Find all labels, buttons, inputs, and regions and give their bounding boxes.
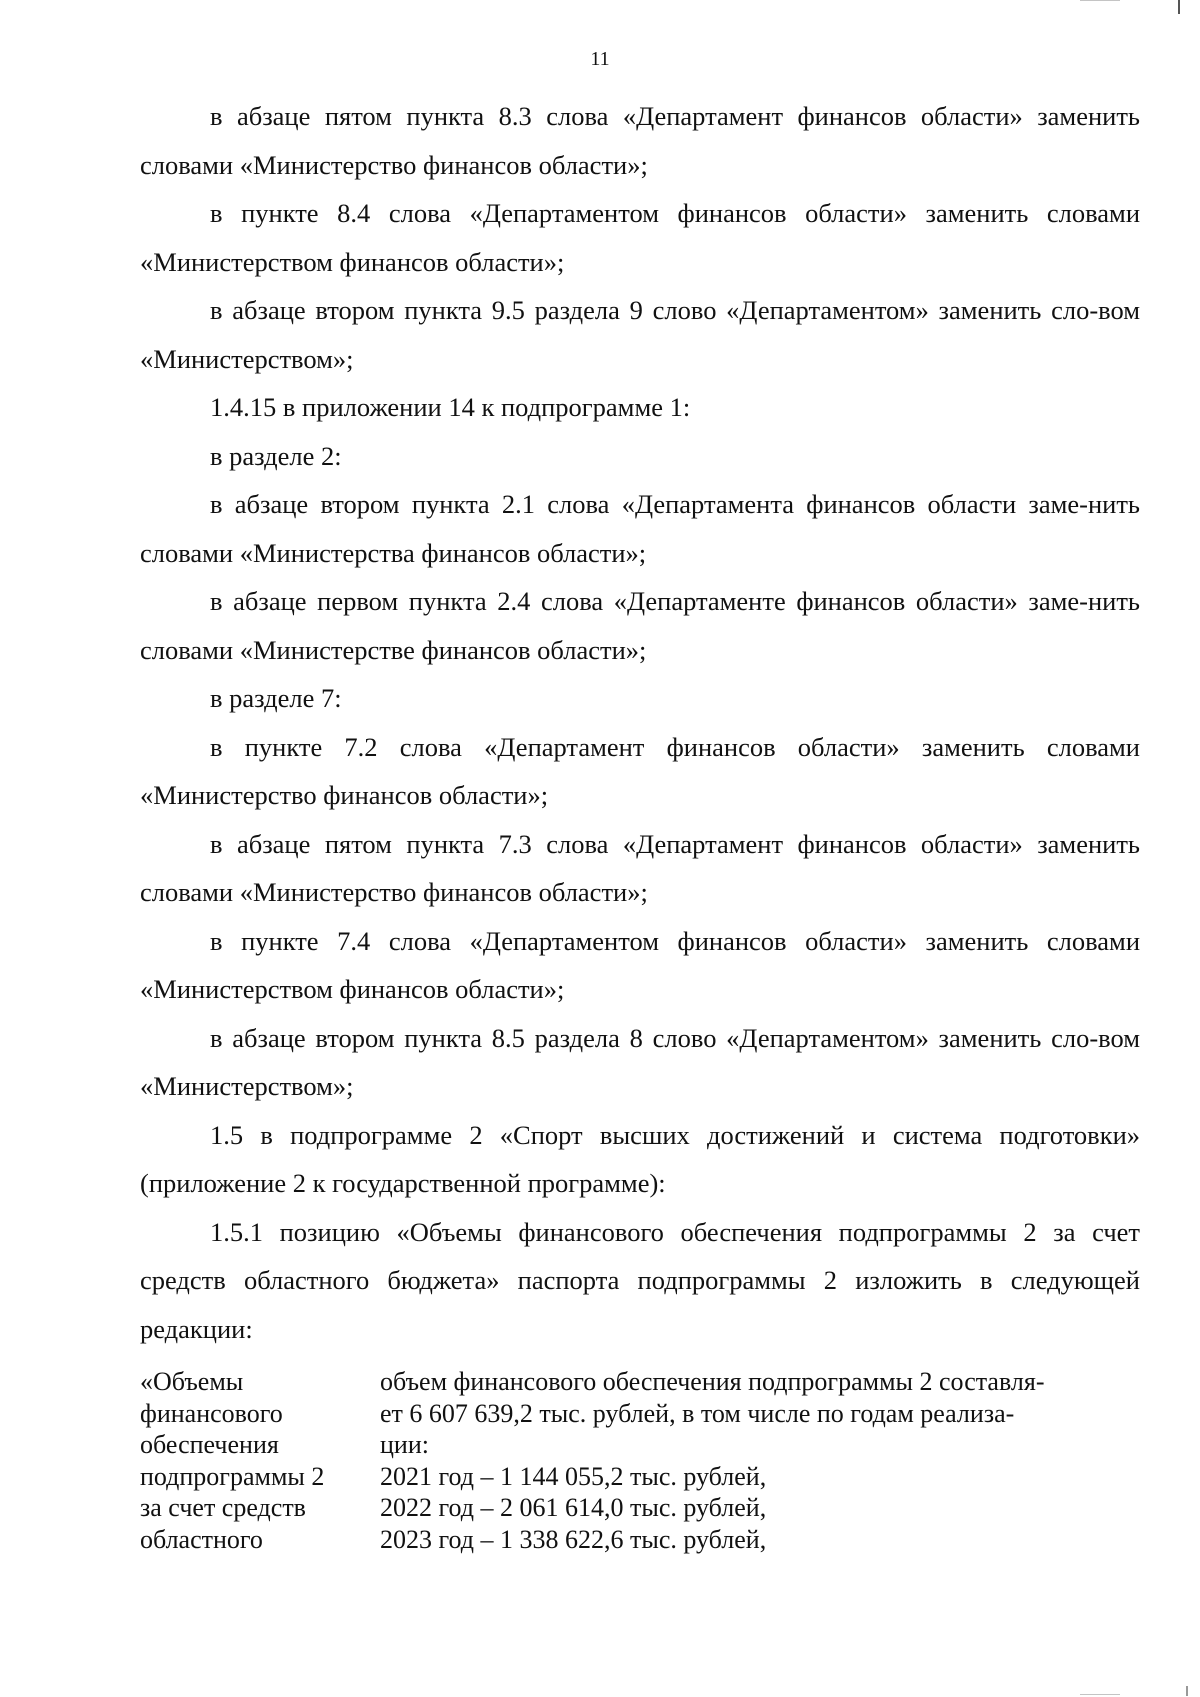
scan-mark [1080,1694,1120,1695]
table-value-line: 2022 год – 2 061 614,0 тыс. рублей, [380,1493,767,1522]
paragraph: 1.5 в подпрограмме 2 «Спорт высших достижений и система подготовки» (приложение 2 к государственной программе): [140,1119,1140,1198]
paragraph: в разделе 7: [210,683,342,713]
paragraph: в абзаце пятом пункта 7.3 слова «Департамент финансов области» заменить словами «Министерство финансов области»; [140,828,1140,907]
scan-mark [1080,0,1120,1]
table-value-line: 2021 год – 1 144 055,2 тыс. рублей, [380,1461,767,1491]
table-label-line: областного [140,1524,263,1554]
scan-mark [1186,1686,1188,1696]
page-number: 11 [590,48,610,70]
financing-table [140,1366,1140,1555]
table-value-line: объем финансового обеспечения подпрограммы 2 составля- [380,1367,1045,1396]
paragraph: 1.4.15 в приложении 14 к подпрограмме 1: [210,392,691,422]
table-label-line: «Объемы [140,1367,244,1396]
table-value-line: 2023 год – 1 338 622,6 тыс. рублей, [380,1524,767,1554]
table-value-column [380,1366,1112,1555]
paragraph: в абзаце втором пункта 2.1 слова «Департамента финансов области заме-нить словами «Министерства финансов области»; [140,489,1140,568]
table-label-line: за счет средств [140,1493,306,1522]
scan-mark [1178,0,1180,14]
paragraph: 1.5.1 позицию «Объемы финансового обеспечения подпрограммы 2 за счет средств областного бюджета» паспорта подпрограммы 2 изложить в следующей редакции: [140,1216,1140,1344]
paragraph: в пункте 8.4 слова «Департаментом финансов области» заменить словами «Министерством финансов области»; [140,198,1140,277]
table-value-line: ции: [380,1430,429,1459]
paragraph: в абзаце втором пункта 8.5 раздела 8 слово «Департаментом» заменить сло-вом «Министерством»; [140,1022,1140,1101]
table-label-column [140,1366,380,1555]
table-label-line: обеспечения [140,1430,279,1459]
paragraph: в пункте 7.2 слова «Департамент финансов области» заменить словами «Министерство финансов области»; [140,731,1140,810]
table-label-line: финансового [140,1398,283,1428]
paragraph: в абзаце втором пункта 9.5 раздела 9 слово «Департаментом» заменить сло-вом «Министерством»; [140,295,1140,374]
table-value-line: ет 6 607 639,2 тыс. рублей, в том числе по годам реализа- [380,1398,1015,1428]
document-body [140,92,1140,1353]
paragraph: в разделе 2: [210,440,342,471]
paragraph: в пункте 7.4 слова «Департаментом финансов области» заменить словами «Министерством финансов области»; [140,925,1140,1004]
table-label-line: подпрограммы 2 [140,1461,325,1491]
paragraph: в абзаце первом пункта 2.4 слова «Департаменте финансов области» заме-нить словами «Министерстве финансов области»; [140,586,1140,665]
paragraph: в абзаце пятом пункта 8.3 слова «Департамент финансов области» заменить словами «Министерство финансов области»; [140,101,1140,180]
